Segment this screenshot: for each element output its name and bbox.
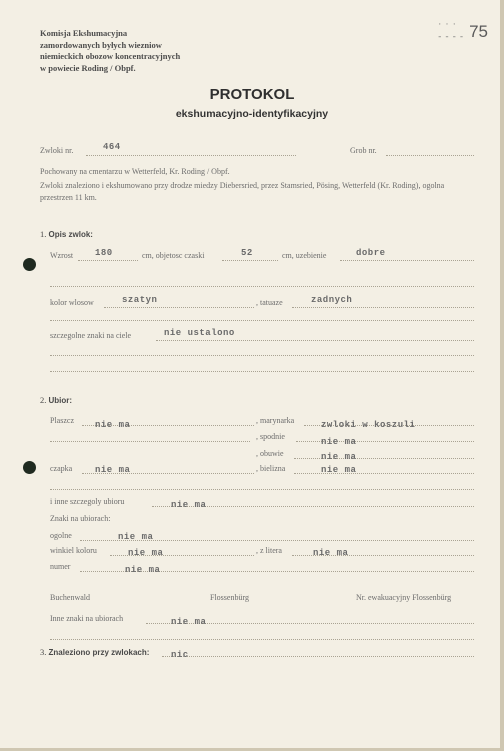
section-3-number: 3. [40, 647, 47, 657]
znaki-na-ciele-value: nie ustalono [164, 328, 235, 338]
section-1-number: 1. [40, 229, 47, 239]
z-litera-value: nie ma [313, 548, 349, 558]
header-line-1: Komisja Ekshumacyjna [40, 28, 128, 38]
nr-ewakuacyjny-label: Nr. ewakuacyjny Flossenbürg [356, 593, 452, 602]
inne-szczegoly-label: i inne szczegoly ubioru [50, 497, 125, 506]
grob-label: Grob nr. [350, 146, 377, 155]
winkiel-value: nie ma [128, 548, 164, 558]
zwloki-label: Zwloki nr. [40, 146, 74, 155]
ogolne-label: ogolne [50, 531, 72, 540]
marynarka-value: zwloki w koszuli [321, 420, 416, 430]
spodnie-value: nie ma [321, 437, 357, 447]
wzrost-label: Wzrost [50, 251, 74, 260]
flossenburg-label: Flossenbürg [210, 593, 249, 602]
section-2-heading [40, 395, 72, 405]
header-line-2: zamordowanych byłych wiezniow [40, 39, 162, 50]
binder-hole [23, 461, 36, 474]
winkiel-label: winkiel koloru [50, 546, 97, 555]
commission-header [40, 28, 180, 74]
header-line-3: niemieckich obozow koncentracyjnych [40, 51, 181, 61]
inne-znaki-label: Inne znaki na ubiorach [50, 614, 124, 623]
section-1-heading [40, 229, 93, 239]
kolor-value: szatyn [122, 295, 158, 305]
buchenwald-label: Buchenwald [50, 593, 90, 602]
czaszka-value: 52 [241, 248, 253, 258]
bielizna-label: , bielizna [256, 464, 286, 473]
page-number: 75 [469, 22, 488, 41]
plaszcz-value: nie ma [95, 420, 131, 430]
tatuaze-label: , tatuaze [256, 298, 283, 307]
section-3-heading [40, 647, 149, 657]
zwloki-value: 464 [103, 142, 121, 152]
wzrost-value: 180 [95, 248, 113, 258]
uzebienie-value: dobre [356, 248, 386, 258]
section-3-title: Znaleziono przy zwlokach: [48, 648, 150, 657]
binder-hole [23, 258, 36, 271]
page-number-marks: · · · - - - - [438, 19, 464, 41]
znaki-na-ciele-label: szczegolne znaki na ciele [50, 331, 132, 340]
obuwie-value: nie ma [321, 452, 357, 462]
znaki-na-ubiorach-label: Znaki na ubiorach: [50, 514, 111, 523]
znaleziono-text: Zwloki znaleziono i ekshumowano przy drodze miedzy Diebersried, przez Stamsried, Pösing, Wetterfeld (Kr. Roding), ogolna przestrzen 11 km. [40, 181, 445, 202]
ogolne-value: nie ma [118, 532, 154, 542]
uzebienie-label: cm, uzebienie [282, 251, 327, 260]
inne-szczegoly-value: nie ma [171, 500, 207, 510]
tatuaze-value: zadnych [311, 295, 353, 305]
objetosc-label: cm, objetosc czaski [142, 251, 205, 260]
document-title: PROTOKOL [209, 86, 295, 103]
pochowany-text: Pochowany na cmentarzu w Wetterfeld, Kr. Roding / Obpf. [40, 167, 230, 176]
kolor-label: kolor wlosow [50, 298, 94, 307]
numer-value: nie ma [125, 565, 161, 575]
numer-label: numer [50, 562, 71, 571]
plaszcz-label: Plaszcz [50, 416, 74, 425]
bielizna-value: nie ma [321, 465, 357, 475]
document-subtitle: ekshumacyjno-identyfikacyjny [175, 108, 329, 120]
marynarka-label: , marynarka [256, 416, 295, 425]
section-2-number: 2. [40, 395, 47, 405]
header-line-4: w powiecie Roding / Obpf. [40, 62, 136, 73]
obuwie-label: , obuwie [256, 449, 284, 458]
spodnie-label: , spodnie [256, 432, 285, 441]
inne-znaki-value: nie ma [171, 617, 207, 627]
section-1-title: Opis zwlok: [48, 230, 93, 239]
section-2-title: Ubior: [48, 396, 73, 405]
section-3-value: nic [171, 650, 189, 660]
z-litera-label: , z litera [256, 546, 282, 555]
czapka-value: nie ma [95, 465, 131, 475]
czapka-label: czapka [50, 464, 73, 473]
